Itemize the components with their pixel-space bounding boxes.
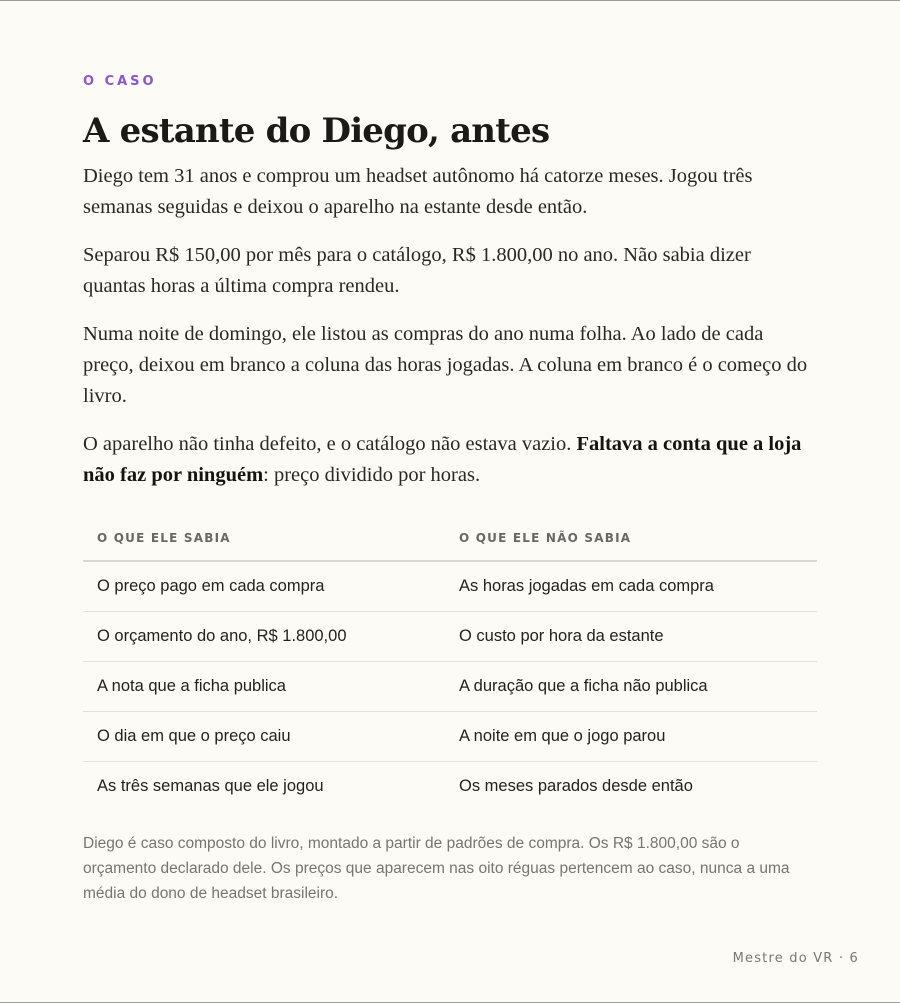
paragraph-4-tail: : preço dividido por horas.	[263, 464, 481, 486]
table-cell: O preço pago em cada compra	[83, 561, 445, 612]
footnote: Diego é caso composto do livro, montado a partir de padrões de compra. Os R$ 1.800,00 são o orçamento declarado dele. Os preços que aparecem nas oito réguas pertencem ao caso, nunca a uma média do dono de headset brasileiro.	[83, 835, 790, 902]
section-kicker: O CASO	[83, 74, 157, 89]
paragraph-4	[83, 429, 818, 491]
table-row	[83, 712, 817, 762]
table-row	[83, 612, 817, 662]
paragraph-2: Separou R$ 150,00 por mês para o catálogo, R$ 1.800,00 no ano. Não sabia dizer quantas horas a última compra rendeu.	[83, 244, 751, 297]
table-header-row	[83, 515, 817, 561]
table-cell: O orçamento do ano, R$ 1.800,00	[83, 612, 445, 662]
table-cell: As horas jogadas em cada compra	[445, 561, 817, 612]
table-cell: As três semanas que ele jogou	[97, 777, 324, 795]
page-footer: Mestre do VR · 6	[732, 951, 859, 966]
table-cell: A nota que a ficha publica	[83, 662, 445, 712]
table-cell: O dia em que o preço caiu	[83, 712, 445, 762]
table-row	[83, 561, 817, 612]
column-header-unknown: O QUE ELE NÃO SABIA	[445, 515, 817, 561]
table-row	[83, 662, 817, 712]
paragraph-4-emphasis: Faltava a conta que a loja não faz por ninguém	[83, 433, 802, 486]
paragraph-4-lead: O aparelho não tinha defeito, e o catálogo não estava vazio.	[83, 433, 577, 455]
table-cell: O custo por hora da estante	[445, 612, 817, 662]
table-row	[83, 762, 817, 812]
paragraph-1: Diego tem 31 anos e comprou um headset autônomo há catorze meses. Jogou três semanas seguidas e deixou o aparelho na estante desde então.	[83, 165, 753, 218]
table-cell: A duração que a ficha não publica	[445, 662, 817, 712]
page-title: A estante do Diego, antes	[83, 111, 550, 151]
paragraph-3: Numa noite de domingo, ele listou as compras do ano numa folha. Ao lado de cada preço, deixou em branco a coluna das horas jogadas. A coluna em branco é o começo do livro.	[83, 323, 808, 407]
table-cell: A noite em que o jogo parou	[445, 712, 817, 762]
table-cell: Os meses parados desde então	[459, 777, 693, 795]
column-header-known: O QUE ELE SABIA	[83, 515, 445, 561]
body-text	[83, 161, 818, 508]
comparison-table	[83, 515, 817, 811]
